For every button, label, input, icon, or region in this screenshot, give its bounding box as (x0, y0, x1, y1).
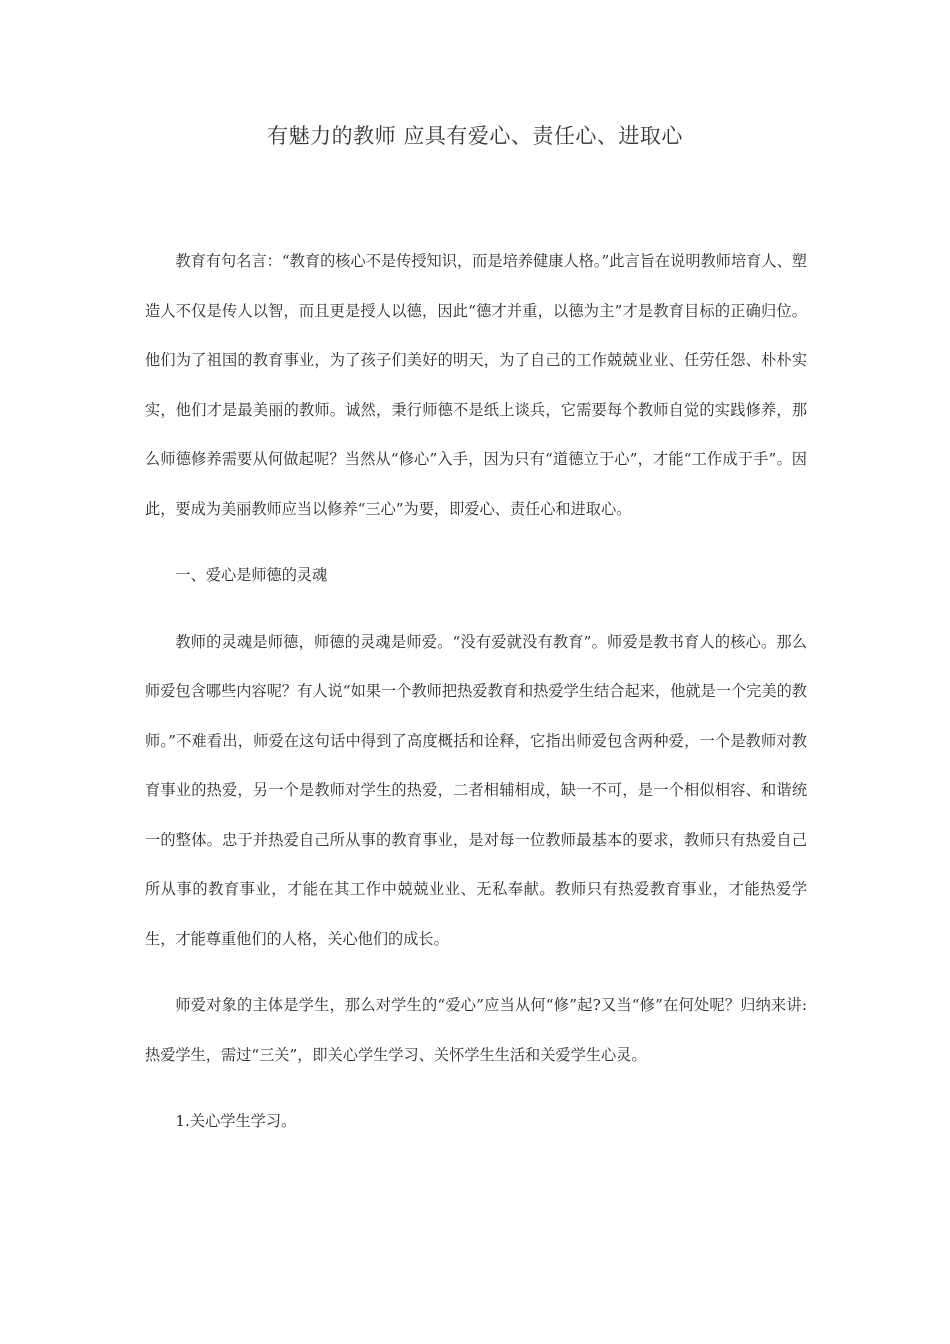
document-title: 有魅力的教师 应具有爱心、责任心、进取心 (267, 124, 683, 148)
document-body (145, 237, 807, 1164)
section-heading-love: 一、爱心是师德的灵魂 (175, 566, 328, 584)
paragraph-three-passes: 师爱对象的主体是学生，那么对学生的“爱心”应当从何“修”起?又当“修”在何处呢？归纳来讲:热爱学生，需过“三关”，即关心学生学习、关怀学生生活和关爱学生心灵。 (145, 996, 807, 1064)
subheading-care-study: 1.关心学生学习。 (175, 1112, 297, 1130)
paragraph-intro: 教育有句名言：“教育的核心不是传授知识，而是培养健康人格。”此言旨在说明教师培育人、塑造人不仅是传人以智，而且更是授人以德，因此“德才并重，以德为主”才是教育目标的正确归位。他们为了祖国的教育事业，为了孩子们美好的明天，为了自己的工作兢兢业业、任劳任怨、朴朴实实，他们才是最美丽的教师。诚然，秉行师德不是纸上谈兵，它需要每个教师自觉的实践修养，那么师德修养需要从何做起呢？当然从“修心”入手，因为只有“道德立于心”，才能“工作成于手”。因此，要成为美丽教师应当以修养“三心”为要，即爱心、责任心和进取心。 (145, 252, 807, 518)
paragraph-teacher-love: 教师的灵魂是师德，师德的灵魂是师爱。“没有爱就没有教育”。师爱是教书育人的核心。那么师爱包含哪些内容呢？有人说“如果一个教师把热爱教育和热爱学生结合起来，他就是一个完美的教师。”不难看出，师爱在这句话中得到了高度概括和诠释，它指出师爱包含两种爱，一个是教师对教育事业的热爱，另一个是教师对学生的热爱，二者相辅相成，缺一不可，是一个相似相容、和谐统一的整体。忠于并热爱自己所从事的教育事业，是对每一位教师最基本的要求，教师只有热爱自己所从事的教育事业，才能在其工作中兢兢业业、无私奉献。教师只有热爱教育事业，才能热爱学生，才能尊重他们的人格，关心他们的成长。 (145, 632, 807, 948)
